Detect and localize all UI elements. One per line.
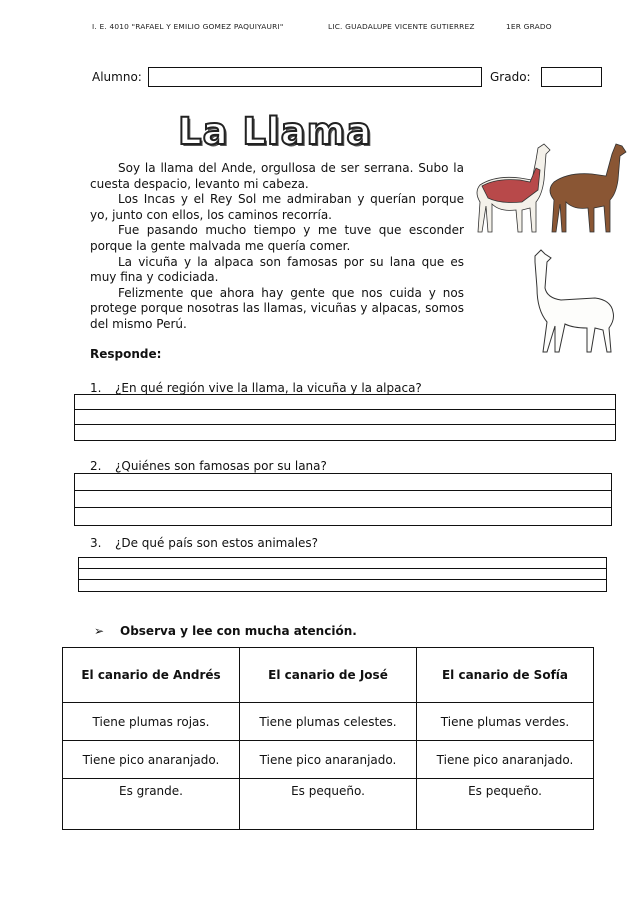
- paragraph: Soy la llama del Ande, orgullosa de ser serrana. Subo la cuesta despacio, levanto mi cabeza.: [90, 161, 464, 191]
- answer-line[interactable]: [75, 395, 615, 410]
- grade-level: 1ER GRADO: [506, 22, 552, 31]
- table-row: [63, 703, 594, 741]
- answer-line[interactable]: [79, 569, 606, 580]
- table-cell: Tiene pico anaranjado.: [240, 741, 417, 779]
- table-row: [63, 779, 594, 830]
- answer-line[interactable]: [75, 491, 611, 508]
- table-cell: Tiene pico anaranjado.: [63, 741, 240, 779]
- page-title: La Llama: [178, 110, 373, 153]
- responde-heading: Responde:: [90, 347, 162, 361]
- canary-table: [62, 647, 594, 830]
- table-cell: Es grande.: [63, 779, 240, 830]
- paragraph: Felizmente que ahora hay gente que nos cuida y nos protege porque nosotras las llamas, vicuñas y alpacas, somos del mismo Perú.: [90, 285, 464, 331]
- question-2: ¿Quiénes son famosas por su lana?: [115, 459, 327, 473]
- column-header: El canario de Andrés: [63, 648, 240, 703]
- answer-box-1[interactable]: [74, 394, 616, 441]
- teacher-name: LIC. GUADALUPE VICENTE GUTIERREZ: [328, 22, 475, 31]
- table-cell: Tiene plumas rojas.: [63, 703, 240, 741]
- column-header: El canario de José: [240, 648, 417, 703]
- white-llama-icon: [525, 248, 625, 358]
- paragraph: La vicuña y la alpaca son famosas por su lana que es muy fina y codiciada.: [90, 254, 464, 285]
- table-header-row: [63, 648, 594, 703]
- instruction-text: Observa y lee con mucha atención.: [120, 624, 357, 638]
- answer-box-3[interactable]: [78, 557, 607, 592]
- red-llama-icon: [477, 144, 550, 232]
- question-1: ¿En qué región vive la llama, la vicuña y la alpaca?: [115, 381, 422, 395]
- answer-line[interactable]: [75, 425, 615, 440]
- llamas-illustration: [470, 140, 635, 240]
- answer-line[interactable]: [75, 474, 611, 491]
- paragraph: Fue pasando mucho tiempo y me tuve que esconder porque la gente malvada me quería comer.: [90, 223, 464, 253]
- answer-line[interactable]: [75, 410, 615, 425]
- answer-line[interactable]: [79, 580, 606, 591]
- table-cell: Tiene pico anaranjado.: [417, 741, 594, 779]
- arrow-bullet-icon: ➢: [94, 624, 105, 638]
- school-name: I. E. 4010 "RAFAEL Y EMILIO GOMEZ PAQUIYAURI": [92, 22, 284, 31]
- question-number: 3.: [90, 536, 102, 550]
- reading-text: [90, 161, 464, 333]
- question-3: ¿De qué país son estos animales?: [115, 536, 319, 550]
- table-row: [63, 741, 594, 779]
- paragraph: Los Incas y el Rey Sol me admiraban y querían porque yo, junto con ellos, los caminos recorría.: [90, 192, 464, 222]
- table-cell: Tiene plumas celestes.: [240, 703, 417, 741]
- answer-line[interactable]: [79, 558, 606, 569]
- question-number: 2.: [90, 459, 102, 473]
- student-label: Alumno:: [92, 70, 142, 84]
- grade-field[interactable]: [541, 67, 602, 87]
- column-header: El canario de Sofía: [417, 648, 594, 703]
- brown-llama-icon: [550, 144, 626, 232]
- answer-line[interactable]: [75, 508, 611, 525]
- table-cell: Tiene plumas verdes.: [417, 703, 594, 741]
- grade-label: Grado:: [490, 70, 531, 84]
- answer-box-2[interactable]: [74, 473, 612, 526]
- question-number: 1.: [90, 381, 102, 395]
- table-cell: Es pequeño.: [417, 779, 594, 830]
- table-cell: Es pequeño.: [240, 779, 417, 830]
- student-field[interactable]: [148, 67, 482, 87]
